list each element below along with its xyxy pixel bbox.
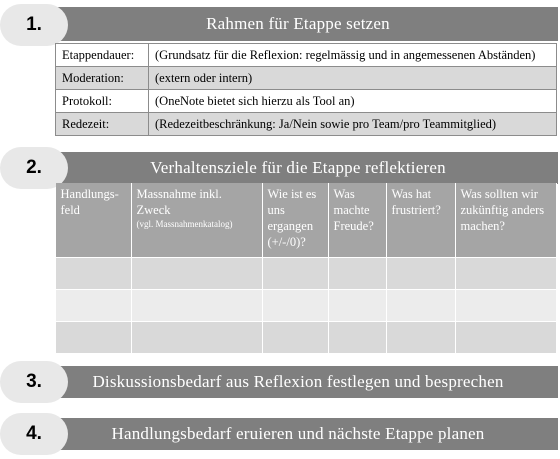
table-cell[interactable] (455, 322, 557, 354)
frame-label: Protokoll: (56, 90, 149, 113)
step-2-title: Verhaltensziele für die Etappe reflektieren (150, 158, 446, 177)
table-cell[interactable] (455, 258, 557, 290)
step-2-number: 2. (0, 147, 68, 189)
frame-label: Moderation: (56, 67, 149, 90)
table-row (56, 44, 557, 67)
table-cell[interactable] (131, 322, 262, 354)
column-header-text: Wie ist es uns ergangen (+/-/0)? (267, 187, 317, 249)
frame-value: (OneNote bietet sich hierzu als Tool an) (149, 90, 557, 113)
frame-value: (Grundsatz für die Reflexion: regelmässig und in angemessenen Abständen) (149, 44, 557, 67)
column-header (386, 183, 455, 258)
step-1-title: Rahmen für Etappe setzen (206, 14, 390, 33)
table-cell[interactable] (262, 322, 328, 354)
table-cell[interactable] (328, 258, 386, 290)
table-row (56, 322, 557, 354)
table-row (56, 258, 557, 290)
column-header-text: Handlungs-feld (60, 187, 119, 217)
table-cell[interactable] (262, 290, 328, 322)
table-cell[interactable] (386, 290, 455, 322)
frame-value: (Redezeitbeschränkung: Ja/Nein sowie pro Team/pro Teammitglied) (149, 113, 557, 136)
table-cell[interactable] (56, 290, 132, 322)
table-cell[interactable] (56, 258, 132, 290)
table-cell[interactable] (56, 322, 132, 354)
table-cell[interactable] (131, 290, 262, 322)
step-1-bar (38, 7, 558, 41)
column-header-text: Massnahme inkl. Zweck (136, 187, 222, 217)
table-header-row (56, 183, 557, 258)
column-header (56, 183, 132, 258)
table-row (56, 90, 557, 113)
step-2-bar (38, 152, 558, 184)
column-header (455, 183, 557, 258)
column-header-note: (vgl. Massnahmenkatalog) (136, 219, 233, 229)
step-4-title: Handlungsbedarf eruieren und nächste Etappe planen (111, 424, 485, 443)
table-row (56, 67, 557, 90)
table-cell[interactable] (455, 290, 557, 322)
step-4-bar (38, 418, 558, 450)
table-cell[interactable] (328, 322, 386, 354)
step-1-number: 1. (0, 4, 68, 46)
table-row (56, 290, 557, 322)
table-row (56, 113, 557, 136)
frame-label: Redezeit: (56, 113, 149, 136)
table-cell[interactable] (131, 258, 262, 290)
step-3-bar (38, 366, 558, 398)
frame-value: (extern oder intern) (149, 67, 557, 90)
column-header (131, 183, 262, 258)
column-header-text: Was sollten wir zukünftig anders machen? (460, 187, 545, 233)
step-3-number: 3. (0, 361, 68, 403)
step-3-title: Diskussionsbedarf aus Reflexion festlegen und besprechen (92, 372, 504, 391)
reflection-table (55, 183, 557, 354)
column-header (328, 183, 386, 258)
step-4-number: 4. (0, 413, 68, 455)
column-header (262, 183, 328, 258)
frame-table (55, 43, 557, 136)
column-header-text: Was machte Freude? (333, 187, 374, 233)
table-cell[interactable] (386, 322, 455, 354)
table-cell[interactable] (386, 258, 455, 290)
column-header-text: Was hat frustriert? (391, 187, 441, 217)
frame-label: Etappendauer: (56, 44, 149, 67)
table-cell[interactable] (262, 258, 328, 290)
table-cell[interactable] (328, 290, 386, 322)
